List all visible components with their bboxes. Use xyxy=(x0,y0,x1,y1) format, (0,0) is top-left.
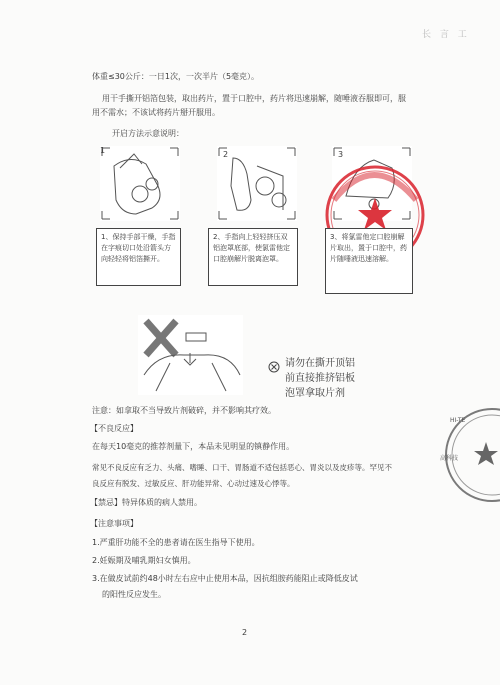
panel-3-number: 3 xyxy=(338,150,344,159)
corner-mark: 长 言 工 xyxy=(422,30,470,40)
note-line: 注意：如拿取不当导致片剂破碎，并不影响其疗效。 xyxy=(92,406,276,415)
panel-2-number: 2 xyxy=(223,150,229,159)
contraindication-line: 【禁忌】特异体质的病人禁用。 xyxy=(90,498,202,507)
adverse-line-3: 良反应有脱发、过敏反应、肝功能异常、心动过速及心悸等。 xyxy=(92,479,295,488)
page-number: 2 xyxy=(242,628,248,637)
circle-x-icon xyxy=(268,361,280,373)
open-method-title: 开启方法示意说明： xyxy=(112,129,184,138)
caution-line-2: 2.妊娠期及哺乳期妇女慎用。 xyxy=(92,556,196,565)
svg-text:HI-TE: HI-TE xyxy=(450,417,466,424)
warning-line-3: 泡罩拿取片剂 xyxy=(285,388,345,399)
usage-line-1: 用干手撕开铝箔包装，取出药片，置于口腔中，药片将迅速崩解，随唾液吞服即可，服 xyxy=(102,94,406,103)
instruction-box-2: 2、手指向上轻轻挤压双铝泡罩底部，使氯雷他定口腔崩解片脱离泡罩。 xyxy=(208,228,298,286)
instruction-box-3: 3、将氯雷他定口腔崩解片取出，置于口腔中，药片随唾液迅速溶解。 xyxy=(325,228,413,294)
panel-1-number: 1 xyxy=(100,146,106,155)
svg-text:高科技: 高科技 xyxy=(440,455,459,462)
caution-line-3-cont: 的阳性反应发生。 xyxy=(102,590,166,599)
wrong-usage-illustration xyxy=(138,315,243,395)
usage-line-2: 用不需水；不该试将药片掰开服用。 xyxy=(92,108,220,117)
illustration-panel-1 xyxy=(100,146,180,221)
edge-seal xyxy=(430,400,500,510)
caution-line-3: 3.在做皮试前约48小时左右应中止使用本品，因抗组胺药能阻止或降低皮试 xyxy=(92,574,358,583)
dose-line: 体重≤30公斤：一日1次，一次半片（5毫克）。 xyxy=(92,72,260,81)
adverse-line-1: 在每天10毫克的推荐剂量下，本品未见明显的镇静作用。 xyxy=(92,442,295,451)
caution-heading: 【注意事项】 xyxy=(90,519,138,528)
hand-icon xyxy=(100,146,180,221)
instruction-box-1: 1、保持手部干燥，手指在字痕切口处沿箭头方向轻轻将铝箔撕开。 xyxy=(96,228,181,286)
caution-line-1: 1.严重肝功能不全的患者请在医生指导下使用。 xyxy=(92,538,260,547)
illustration-panel-2 xyxy=(217,146,297,221)
hand-icon xyxy=(217,146,297,221)
adverse-line-2: 常见不良反应有乏力、头痛、嗜睡、口干、胃肠道不适包括恶心、胃炎以及皮疹等。罕见不 xyxy=(92,463,392,472)
adverse-heading: 【不良反应】 xyxy=(90,424,138,433)
cross-out-icon xyxy=(138,315,243,395)
warning-line-1: 请勿在撕开顶铝 xyxy=(285,358,355,369)
warning-line-2: 前直接推挤铝板 xyxy=(285,373,355,384)
